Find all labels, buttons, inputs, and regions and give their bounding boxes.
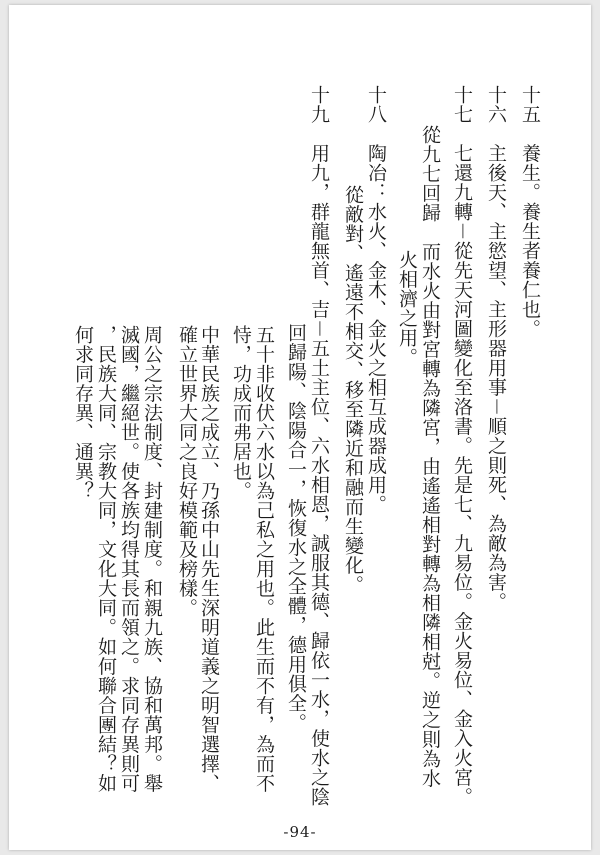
- line-item-19-cont-2: 五十非收伏六水以為己私之用也。此生而不有，為而不: [253, 325, 275, 793]
- line-item-17-cont-1: 從九七回歸 而水火由對宮轉為隣宮，由遙遙相對轉為相隣相尅。逆之則為水: [419, 125, 441, 788]
- line-item-19-cont-1: 回歸陽、陰陽合一，恢復水之全體，德用俱全。: [285, 323, 307, 733]
- line-item-17: 十七 七還九轉－從先天河圖變化至洛書。先是七、九易位。金火易位、金入火宮。: [451, 85, 473, 807]
- line-item-15: 十五 養生。養生者養仁也。: [519, 85, 541, 339]
- line-item-19: 十九 用九，群龍無首、吉－五土主位、六水相恩，誠服其德、歸依一水，使水之陰: [308, 85, 330, 807]
- line-item-18-cont: 從敵對、遙遠不相交、移至隣近和融而生變化。: [342, 185, 364, 595]
- line-item-19-cont-5: 確立世界大同之良好模範及榜樣。: [176, 325, 198, 618]
- line-item-19-cont-4: 中華民族之成立、乃孫中山先生深明道義之明智選擇、: [198, 325, 220, 793]
- line-item-19-cont-3: 恃，功成而弗居也。: [230, 325, 252, 501]
- line-item-18: 十八 陶冶：水火、金木、金火之相互成器成用。: [365, 85, 387, 514]
- document-page: [9, 5, 591, 850]
- line-item-19-cont-7: 滅國，繼絕世。使各族均得其長而領之。求同存異則可: [118, 325, 140, 793]
- line-item-19-cont-9: 何求同存異、通異？: [72, 325, 94, 501]
- line-item-19-cont-8: ，民族大同、宗教大同，文化大同。如何聯合團結？如: [95, 325, 117, 793]
- line-item-16: 十六 主後天、主慾望、主形器用事－順之則死、為敵為害。: [485, 85, 507, 612]
- page-number: -94-: [283, 823, 317, 841]
- line-item-19-cont-6: 周公之宗法制度、封建制度。和親九族、協和萬邦。舉: [141, 325, 163, 793]
- line-item-17-cont-2: 火相濟之用。: [396, 250, 418, 367]
